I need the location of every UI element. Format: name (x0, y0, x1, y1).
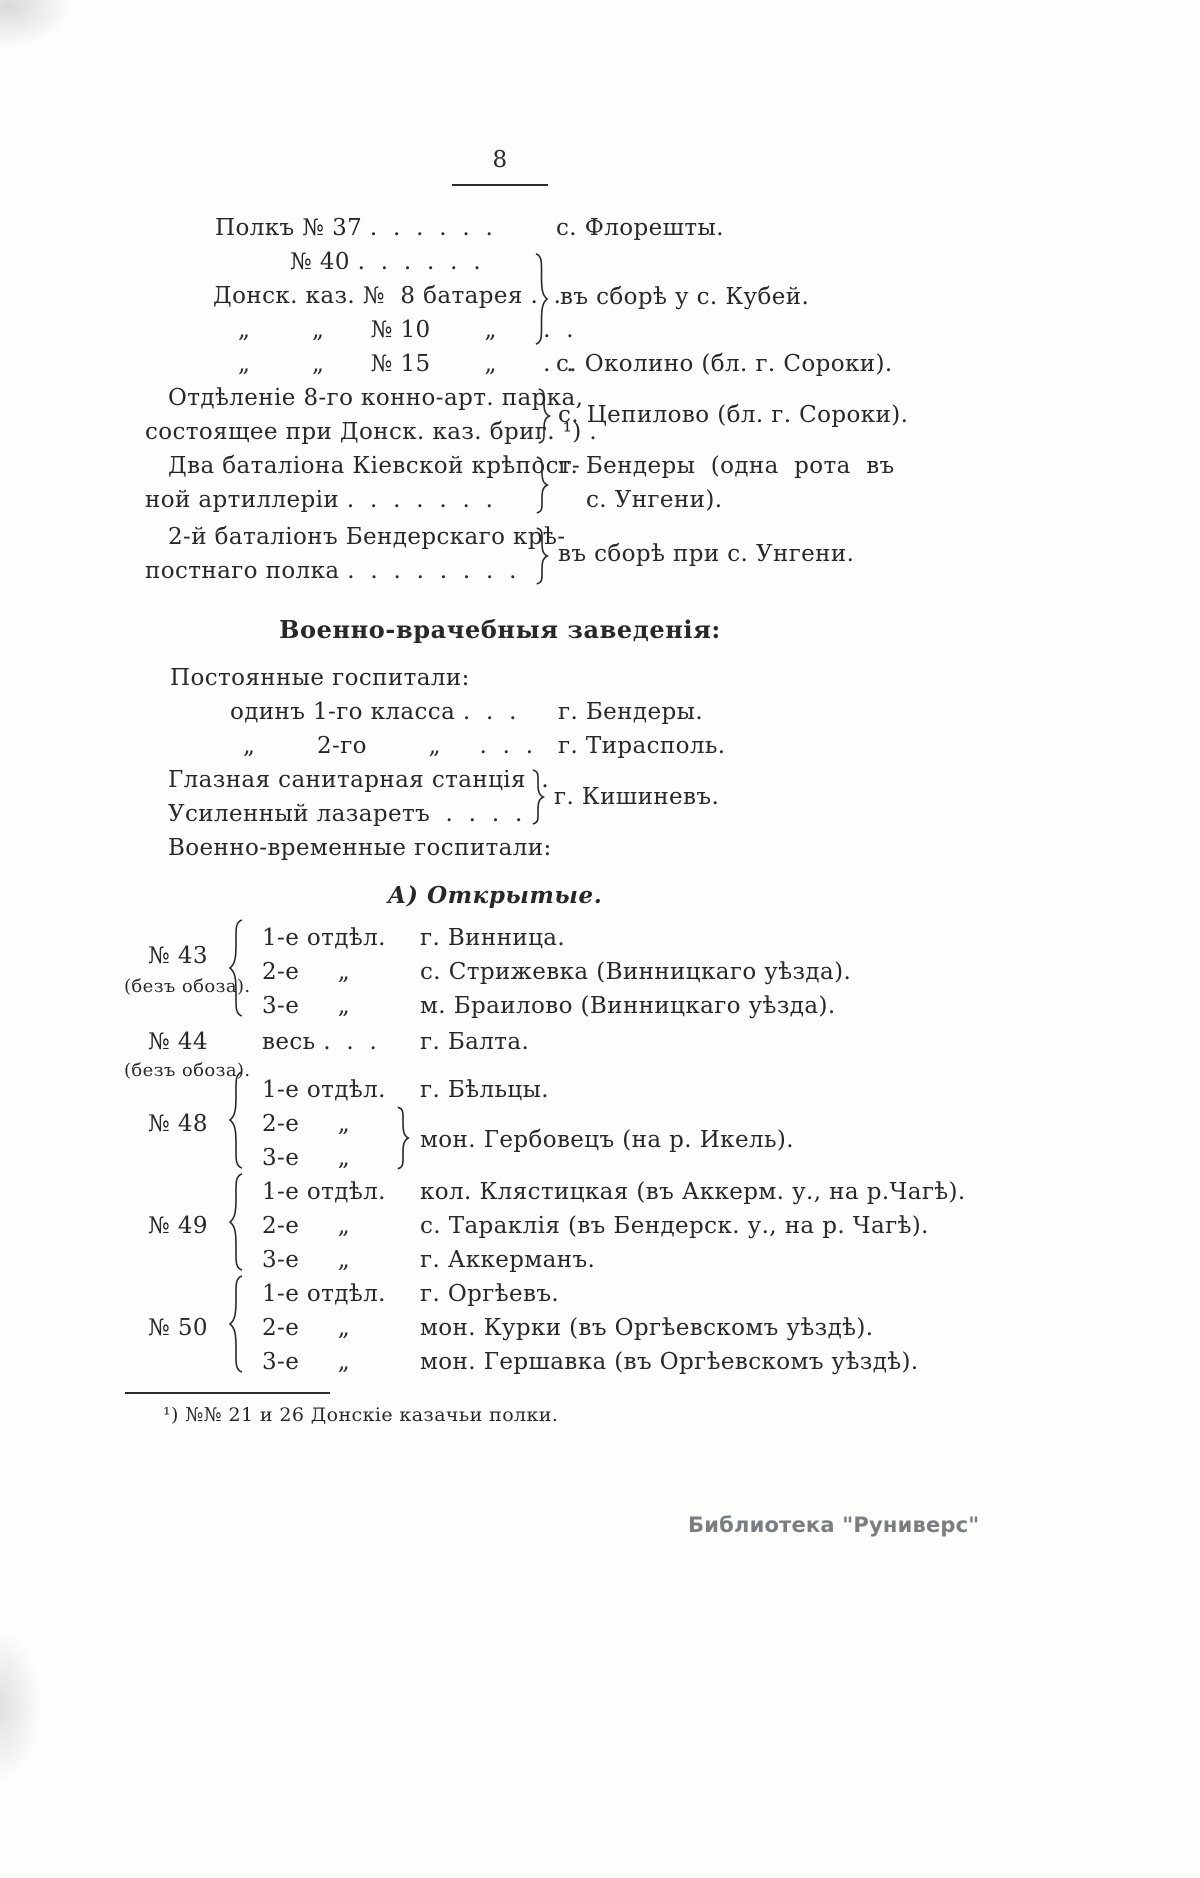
division-label: 2-е „ (262, 1315, 351, 1341)
unit-line: № 40 . . . . . . (290, 249, 482, 275)
grouping-brace-right (534, 252, 549, 346)
division-label: 1-е отдѣл. (262, 1077, 386, 1103)
hospital-note: (безъ обоза). (124, 976, 251, 997)
division-label: 2-е „ (262, 1111, 351, 1137)
section-heading: Военно-врачебныя заведенія: (279, 615, 721, 644)
temporary-hospitals-title: Военно-временные госпитали: (168, 835, 552, 861)
unit-line: состоящее при Донск. каз. бриг. ¹) . (145, 419, 598, 445)
location-text: с. Стрижевка (Винницкаго уѣзда). (420, 959, 852, 985)
grouping-brace-right (535, 527, 549, 585)
hospital-line: „ 2-го „ . . . (243, 733, 534, 759)
unit-line: Два баталіона Кіевской крѣпост- (168, 453, 581, 479)
unit-line: Полкъ № 37 . . . . . . (215, 215, 494, 241)
grouping-brace-left (228, 1172, 244, 1272)
hospital-location: г. Тирасполь. (558, 733, 726, 759)
unit-line: „ „ № 15 „ . . (238, 351, 574, 377)
unit-line: „ „ № 10 „ . . (238, 317, 574, 343)
unit-location: с. Флорешты. (556, 215, 724, 241)
hospital-location: г. Бендеры. (558, 699, 704, 725)
division-label: 1-е отдѣл. (262, 925, 386, 951)
unit-line: Отдѣленіе 8-го конно-арт. парка, (168, 385, 584, 411)
grouping-brace-left (228, 918, 244, 1018)
hospital-line: одинъ 1-го класса . . . (230, 699, 517, 725)
hospital-number: № 44 (148, 1029, 208, 1055)
hospital-number: № 49 (148, 1213, 208, 1239)
unit-location: г. Бендеры (одна рота въ (558, 453, 895, 479)
location-text: мон. Гершавка (въ Оргѣевскомъ уѣздѣ). (420, 1349, 919, 1375)
unit-location: с. Унгени). (586, 487, 723, 513)
division-label: 3-е „ (262, 1247, 351, 1273)
permanent-hospitals-title: Постоянные госпитали: (170, 665, 470, 691)
hospital-number: № 48 (148, 1111, 208, 1137)
grouping-brace-right (535, 456, 549, 514)
division-label: весь . . . (262, 1029, 378, 1055)
division-label: 2-е „ (262, 1213, 351, 1239)
unit-line: Донск. каз. № 8 батарея . . (213, 283, 562, 309)
unit-location: въ сборѣ при с. Унгени. (558, 541, 855, 567)
location-text: мон. Гербовецъ (на р. Икель). (420, 1127, 794, 1153)
grouping-brace-left (228, 1274, 244, 1374)
grouping-brace-right (531, 769, 545, 825)
division-label: 2-е „ (262, 959, 351, 985)
location-text: г. Бѣльцы. (420, 1077, 549, 1103)
unit-location: с. Околино (бл. г. Сороки). (556, 351, 893, 377)
location-text: г. Аккерманъ. (420, 1247, 596, 1273)
page-number: 8 (492, 147, 508, 173)
unit-location: въ сборѣ у с. Кубей. (560, 284, 810, 310)
grouping-brace-right (537, 388, 551, 444)
hospital-number: № 43 (148, 943, 208, 969)
location-text: г. Винница. (420, 925, 566, 951)
unit-line: постнаго полка . . . . . . . . (145, 558, 517, 584)
division-label: 3-е „ (262, 1145, 351, 1171)
grouping-brace-left (228, 1070, 244, 1170)
unit-line: 2-й баталіонъ Бендерскаго крѣ- (168, 524, 566, 550)
hospital-line: Глазная санитарная станція . (168, 767, 550, 793)
division-label: 1-е отдѣл. (262, 1179, 386, 1205)
location-text: мон. Курки (въ Оргѣевскомъ уѣздѣ). (420, 1315, 874, 1341)
library-watermark: Библиотека "Руниверс" (688, 1513, 980, 1537)
location-text: г. Балта. (420, 1029, 530, 1055)
location-text: м. Браилово (Винницкаго уѣзда). (420, 993, 836, 1019)
subsection-heading: А) Открытые. (387, 882, 603, 909)
footnote-rule (125, 1392, 330, 1394)
division-label: 1-е отдѣл. (262, 1281, 386, 1307)
location-text: г. Оргѣевъ. (420, 1281, 560, 1307)
hospital-location: г. Кишиневъ. (554, 784, 720, 810)
division-label: 3-е „ (262, 1349, 351, 1375)
page-number-rule (452, 184, 548, 186)
footnote-text: ¹) №№ 21 и 26 Донскіе казачьи полки. (163, 1404, 559, 1426)
location-text: с. Тараклія (въ Бендерск. у., на р. Чагѣ). (420, 1213, 929, 1239)
division-label: 3-е „ (262, 993, 351, 1019)
unit-location: с. Цепилово (бл. г. Сороки). (558, 402, 909, 428)
hospital-note: (безъ обоза). (124, 1060, 251, 1081)
unit-line: ной артиллеріи . . . . . . . (145, 487, 494, 513)
hospital-line: Усиленный лазаретъ . . . . (168, 801, 523, 827)
hospital-number: № 50 (148, 1315, 208, 1341)
grouping-brace-right (396, 1106, 410, 1170)
location-text: кол. Клястицкая (въ Аккерм. у., на р.Чагѣ). (420, 1179, 966, 1205)
